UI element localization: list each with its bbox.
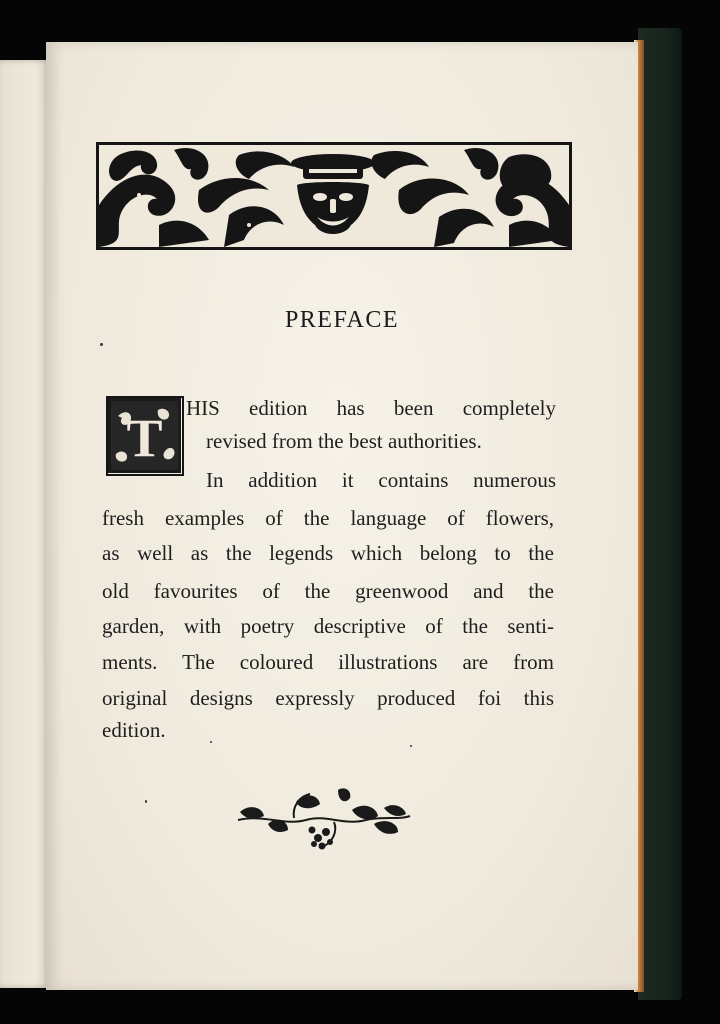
body-line-8: ments. The coloured illustrations are from	[102, 650, 554, 674]
body-line-1: HIS edition has been completely	[186, 396, 556, 420]
tailpiece-ornament	[234, 786, 412, 856]
dropcap-foliage-icon	[108, 398, 181, 473]
body-line-7: garden, with poetry descriptive of the senti-	[102, 614, 554, 638]
body-line-10: edition.	[102, 718, 166, 742]
body-line-6: old favourites of the greenwood and the	[102, 579, 554, 603]
headpiece-ornament	[96, 142, 572, 250]
left-page-edge	[0, 60, 50, 988]
body-line-9: original designs expressly produced foi this	[102, 686, 554, 710]
page-title: PREFACE	[284, 307, 400, 333]
body-line-2: revised from the best authorities.	[206, 429, 482, 453]
dropcap-letter: T	[126, 408, 163, 468]
body-line-3: In addition it contains numerous	[206, 468, 556, 492]
green-man-ornament-icon	[99, 145, 569, 247]
body-line-5: as well as the legends which belong to the	[102, 541, 554, 565]
paper-speck	[410, 745, 412, 747]
paper-speck	[145, 800, 147, 803]
paper-speck	[210, 741, 212, 743]
paper-speck	[100, 343, 103, 346]
body-line-4: fresh examples of the language of flowers,	[102, 506, 554, 530]
floral-vine-icon	[234, 786, 412, 856]
book-cover-edge	[638, 28, 682, 1000]
dropcap-ornament	[106, 396, 184, 476]
